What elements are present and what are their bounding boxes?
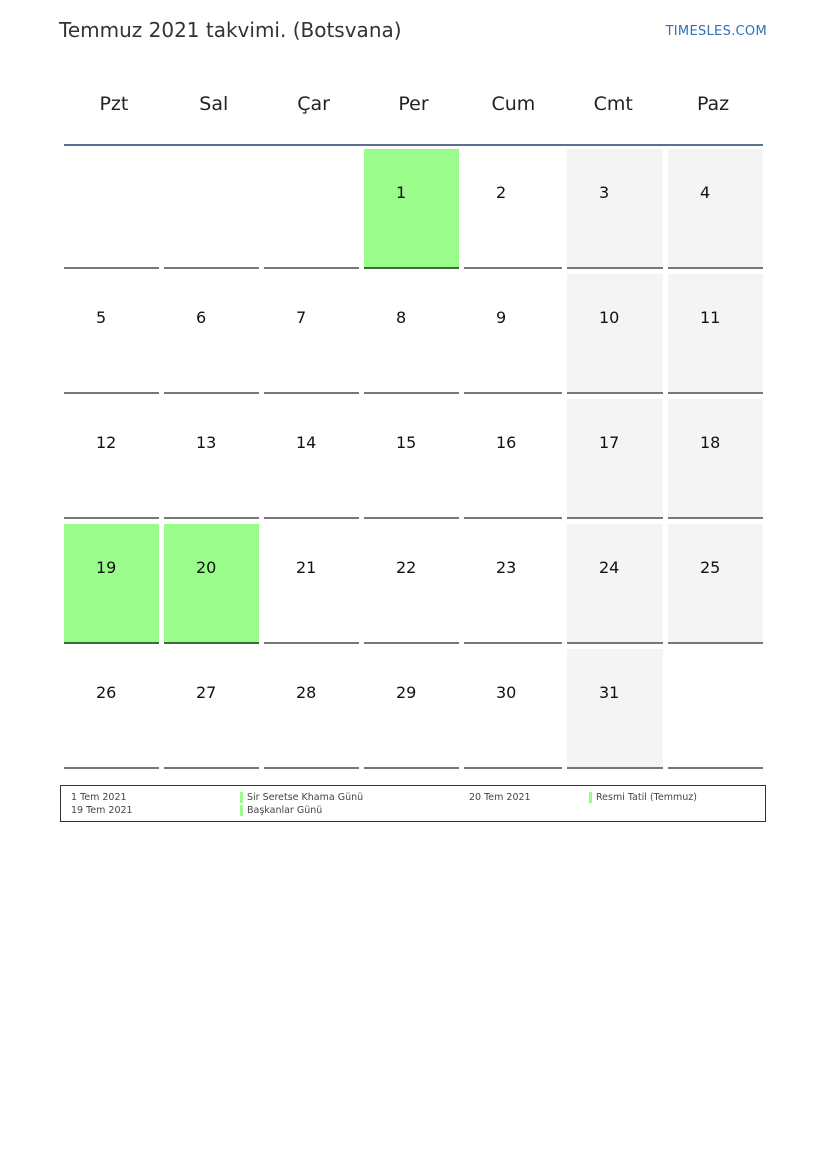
day-number: 13 bbox=[196, 433, 217, 452]
empty-day-cell bbox=[64, 149, 159, 269]
day-cell bbox=[364, 149, 459, 269]
day-number: 18 bbox=[700, 433, 721, 452]
day-number: 16 bbox=[496, 433, 517, 452]
day-number: 22 bbox=[396, 558, 417, 577]
day-number: 17 bbox=[599, 433, 620, 452]
legend-holiday-name: Resmi Tatil (Temmuz) bbox=[596, 792, 697, 803]
holiday-marker bbox=[589, 792, 592, 803]
day-number: 21 bbox=[296, 558, 317, 577]
day-number: 27 bbox=[196, 683, 217, 702]
day-number: 5 bbox=[96, 308, 107, 327]
legend-date: 19 Tem 2021 bbox=[71, 805, 133, 816]
empty-day-cell bbox=[264, 149, 359, 269]
day-number: 2 bbox=[496, 183, 507, 202]
day-cell bbox=[464, 399, 562, 519]
day-cell bbox=[264, 649, 359, 769]
day-number: 28 bbox=[296, 683, 317, 702]
day-cell bbox=[464, 149, 562, 269]
day-cell bbox=[164, 274, 259, 394]
day-cell bbox=[64, 274, 159, 394]
day-cell bbox=[464, 274, 562, 394]
weekday-label: Çar bbox=[297, 93, 330, 115]
empty-day-cell bbox=[164, 149, 259, 269]
day-number: 11 bbox=[700, 308, 721, 327]
day-number: 14 bbox=[296, 433, 317, 452]
day-cell bbox=[64, 524, 159, 644]
day-number: 31 bbox=[599, 683, 620, 702]
day-cell bbox=[567, 399, 663, 519]
calendar-grid bbox=[64, 149, 763, 769]
day-number: 4 bbox=[700, 183, 711, 202]
weekday-label: Cmt bbox=[593, 93, 633, 115]
day-number: 24 bbox=[599, 558, 620, 577]
day-number: 23 bbox=[496, 558, 517, 577]
day-number: 20 bbox=[196, 558, 217, 577]
day-cell bbox=[668, 399, 763, 519]
day-number: 25 bbox=[700, 558, 721, 577]
weekday-header bbox=[64, 80, 763, 146]
day-cell bbox=[64, 399, 159, 519]
day-cell bbox=[464, 649, 562, 769]
legend-holiday-name: Başkanlar Günü bbox=[247, 805, 323, 816]
legend-holiday-name: Sir Seretse Khama Günü bbox=[247, 792, 364, 803]
day-cell bbox=[567, 649, 663, 769]
day-cell bbox=[567, 149, 663, 269]
day-number: 8 bbox=[396, 308, 407, 327]
legend-date: 1 Tem 2021 bbox=[71, 792, 127, 803]
day-cell bbox=[668, 274, 763, 394]
day-cell bbox=[567, 524, 663, 644]
legend-date: 20 Tem 2021 bbox=[469, 792, 531, 803]
day-cell bbox=[64, 649, 159, 769]
day-number: 6 bbox=[196, 308, 207, 327]
weekday-label: Cum bbox=[491, 93, 536, 115]
day-number: 15 bbox=[396, 433, 417, 452]
day-number: 30 bbox=[496, 683, 517, 702]
day-cell bbox=[164, 524, 259, 644]
day-number: 1 bbox=[396, 183, 407, 202]
day-cell bbox=[364, 274, 459, 394]
day-cell bbox=[464, 524, 562, 644]
day-number: 9 bbox=[496, 308, 507, 327]
weekday-label: Per bbox=[398, 93, 429, 115]
day-cell bbox=[264, 524, 359, 644]
page-title: Temmuz 2021 takvimi. (Botsvana) bbox=[59, 18, 402, 42]
weekday-label: Sal bbox=[199, 93, 229, 115]
day-cell bbox=[567, 274, 663, 394]
day-number: 29 bbox=[396, 683, 417, 702]
day-number: 7 bbox=[296, 308, 307, 327]
day-cell bbox=[668, 524, 763, 644]
day-cell bbox=[668, 149, 763, 269]
day-cell bbox=[164, 399, 259, 519]
holiday-marker bbox=[240, 792, 243, 803]
day-number: 19 bbox=[96, 558, 117, 577]
day-cell bbox=[264, 274, 359, 394]
day-cell bbox=[264, 399, 359, 519]
weekday-label: Paz bbox=[696, 93, 730, 115]
day-cell bbox=[364, 524, 459, 644]
holiday-legend bbox=[60, 785, 766, 822]
site-link[interactable]: TIMESLES.COM bbox=[665, 24, 767, 39]
day-cell bbox=[364, 649, 459, 769]
day-cell bbox=[364, 399, 459, 519]
weekday-label: Pzt bbox=[99, 93, 129, 115]
empty-day-cell bbox=[668, 649, 763, 769]
day-cell bbox=[164, 649, 259, 769]
day-number: 12 bbox=[96, 433, 117, 452]
holiday-marker bbox=[240, 805, 243, 816]
day-number: 3 bbox=[599, 183, 610, 202]
day-number: 26 bbox=[96, 683, 117, 702]
day-number: 10 bbox=[599, 308, 620, 327]
